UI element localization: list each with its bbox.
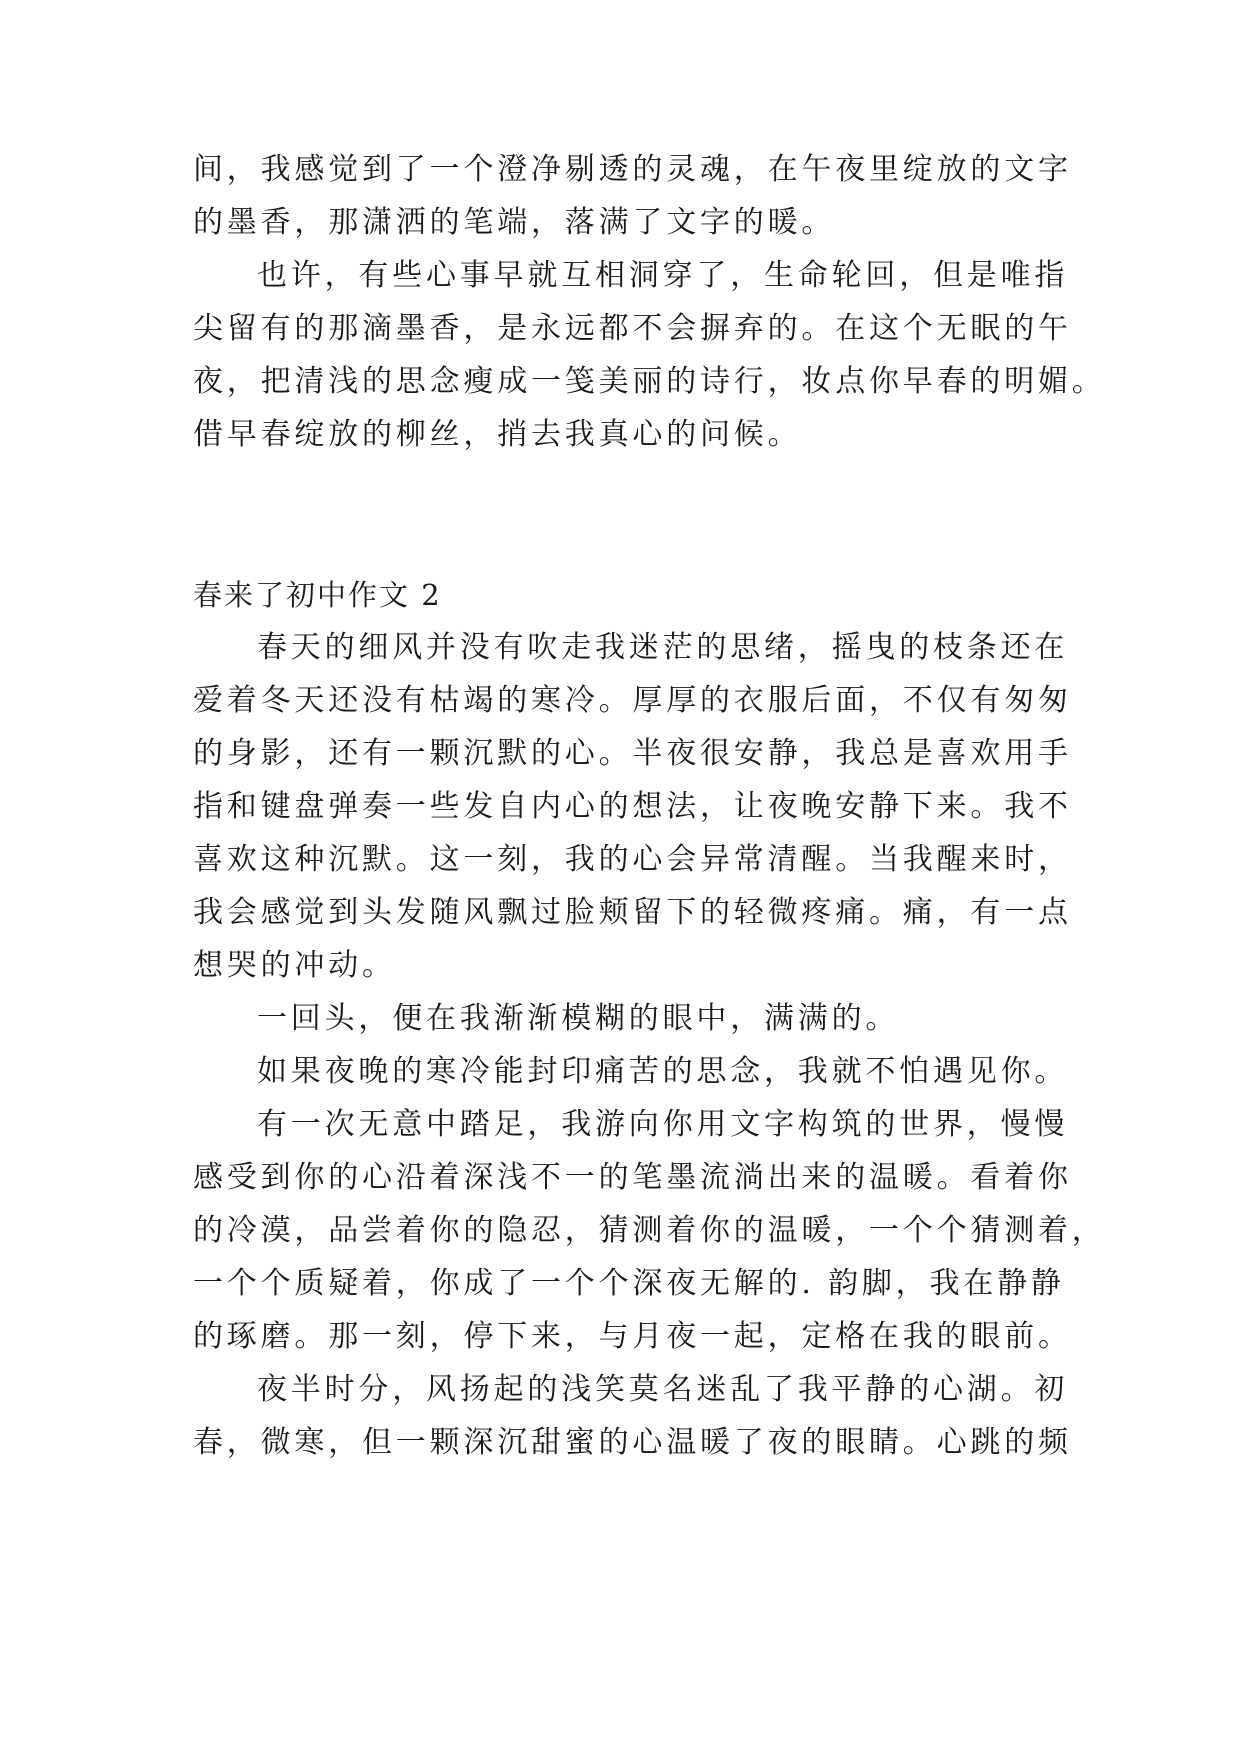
text-line: 感受到你的心沿着深浅不一的笔墨流淌出来的温暖。看着你 <box>193 1160 1072 1195</box>
text-line: 的身影，还有一颗沉默的心。半夜很安静，我总是喜欢用手 <box>193 736 1072 771</box>
text-line: 春，微寒，但一颗深沉甜蜜的心温暖了夜的眼睛。心跳的频 <box>193 1425 1072 1460</box>
text-line: 喜欢这种沉默。这一刻，我的心会异常清醒。当我醒来时， <box>193 842 1072 877</box>
text-line: 的冷漠，品尝着你的隐忍，猜测着你的温暖，一个个猜测着， <box>193 1213 1106 1248</box>
text-line: 尖留有的那滴墨香，是永远都不会摒弃的。在这个无眠的午 <box>193 311 1072 346</box>
text-line: 我会感觉到头发随风飘过脸颊留下的轻微疼痛。痛，有一点 <box>193 895 1072 930</box>
text-line: 指和键盘弹奏一些发自内心的想法，让夜晚安静下来。我不 <box>193 789 1072 824</box>
text-line: 的琢磨。那一刻，停下来，与月夜一起，定格在我的眼前。 <box>193 1319 1072 1354</box>
text-line: 的墨香，那潇洒的笔端，落满了文字的暖。 <box>193 205 836 240</box>
paragraph-first-line: 夜半时分，风扬起的浅笑莫名迷乱了我平静的心湖。初 <box>257 1372 1069 1407</box>
text-line: 间，我感觉到了一个澄净剔透的灵魂，在午夜里绽放的文字 <box>193 152 1072 187</box>
text-line: 一个个质疑着，你成了一个个深夜无解的. 韵脚，我在静静 <box>193 1266 1065 1301</box>
paragraph-first-line: 如果夜晚的寒冷能封印痛苦的思念，我就不怕遇见你。 <box>257 1054 1069 1089</box>
paragraph-first-line: 春天的细风并没有吹走我迷茫的思绪，摇曳的枝条还在 <box>257 630 1069 665</box>
paragraph-first-line: 一回头，便在我渐渐模糊的眼中，满满的。 <box>257 1001 900 1036</box>
text-line: 爱着冬天还没有枯竭的寒冷。厚厚的衣服后面，不仅有匆匆 <box>193 683 1072 718</box>
paragraph-first-line: 有一次无意中踏足，我游向你用文字构筑的世界，慢慢 <box>257 1107 1069 1142</box>
section-title: 春来了初中作文 2 <box>193 578 442 612</box>
text-line: 想哭的冲动。 <box>193 948 396 983</box>
paragraph-first-line: 也许，有些心事早就互相洞穿了，生命轮回，但是唯指 <box>257 258 1069 293</box>
text-line: 借早春绽放的柳丝，捎去我真心的问候。 <box>193 417 802 452</box>
text-line: 夜，把清浅的思念瘦成一笺美丽的诗行，妆点你早春的明媚。 <box>193 364 1106 399</box>
